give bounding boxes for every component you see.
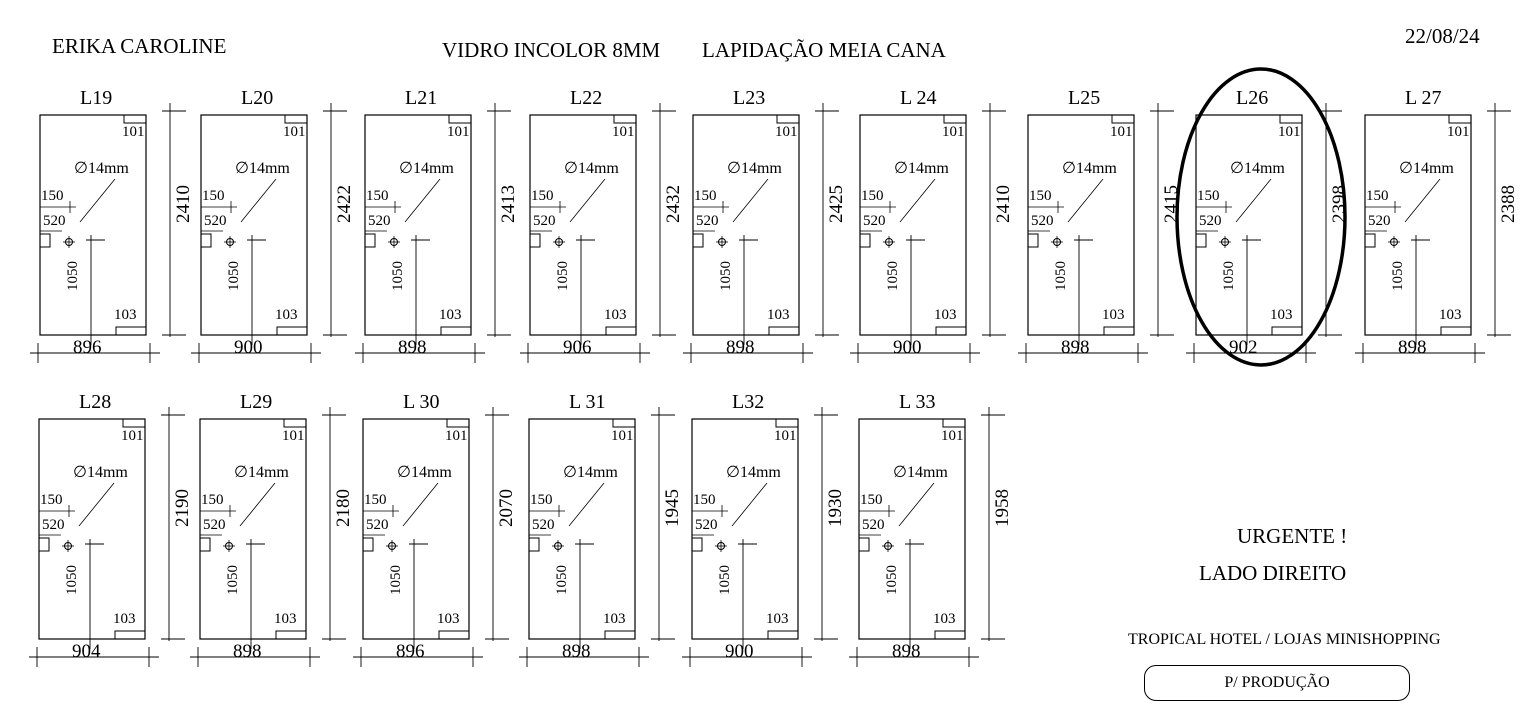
hinge-offset-150: 150 bbox=[364, 492, 387, 508]
urgent-note: URGENTE ! bbox=[1237, 524, 1348, 548]
corner-dimension-top: 101 bbox=[282, 428, 305, 444]
panel-drawing bbox=[519, 392, 699, 682]
corner-notch-top bbox=[1280, 115, 1302, 123]
hinge-offset-520: 520 bbox=[696, 213, 719, 229]
corner-notch-bottom bbox=[441, 327, 471, 335]
panel-width: 904 bbox=[72, 641, 101, 662]
hole-diameter-label: ∅14mm bbox=[234, 464, 289, 481]
panel-code: L20 bbox=[241, 87, 274, 109]
panel-height: 2413 bbox=[498, 185, 519, 223]
hole-leader-line bbox=[405, 179, 440, 222]
panel-width: 900 bbox=[234, 337, 263, 358]
hinge-mark bbox=[860, 234, 870, 247]
hole-diameter-label: ∅14mm bbox=[893, 464, 948, 481]
corner-dimension-top: 101 bbox=[1447, 124, 1470, 140]
corner-dimension-top: 101 bbox=[445, 428, 468, 444]
panel-width: 896 bbox=[396, 641, 425, 662]
panel-drawing bbox=[849, 392, 1029, 682]
hinge-offset-520: 520 bbox=[862, 517, 885, 533]
handle-height-1050: 1050 bbox=[1053, 261, 1069, 291]
corner-notch-top bbox=[124, 115, 146, 123]
corner-dimension-bottom: 103 bbox=[604, 307, 627, 323]
corner-dimension-bottom: 103 bbox=[1270, 307, 1293, 323]
corner-dimension-bottom: 103 bbox=[603, 611, 626, 627]
panel-l20 bbox=[191, 88, 371, 378]
corner-dimension-bottom: 103 bbox=[934, 307, 957, 323]
hinge-offset-520: 520 bbox=[204, 213, 227, 229]
hinge-mark bbox=[692, 538, 702, 551]
hole-leader-line bbox=[732, 483, 767, 526]
panel-width: 896 bbox=[73, 337, 102, 358]
hole-leader-line bbox=[569, 483, 604, 526]
hinge-offset-520: 520 bbox=[42, 517, 65, 533]
hole-diameter-label: ∅14mm bbox=[74, 160, 129, 177]
panel-l32 bbox=[682, 392, 862, 682]
hinge-mark bbox=[40, 234, 50, 247]
hinge-offset-520: 520 bbox=[532, 517, 555, 533]
handle-height-1050: 1050 bbox=[225, 565, 241, 595]
hole-diameter-label: ∅14mm bbox=[1230, 160, 1285, 177]
hinge-mark bbox=[693, 234, 703, 247]
hinge-mark bbox=[530, 234, 540, 247]
hinge-offset-520: 520 bbox=[368, 213, 391, 229]
panel-width: 898 bbox=[233, 641, 262, 662]
panel-code: L28 bbox=[79, 391, 112, 413]
hinge-mark bbox=[1365, 234, 1375, 247]
hinge-offset-150: 150 bbox=[1366, 188, 1389, 204]
production-status-badge bbox=[1144, 665, 1410, 701]
hinge-mark bbox=[201, 234, 211, 247]
panel-width: 898 bbox=[562, 641, 591, 662]
corner-dimension-bottom: 103 bbox=[113, 611, 136, 627]
panel-l33 bbox=[849, 392, 1029, 682]
panel-l26 bbox=[1186, 88, 1366, 378]
corner-notch-top bbox=[284, 419, 306, 427]
hinge-offset-150: 150 bbox=[531, 188, 554, 204]
panel-height: 2070 bbox=[496, 489, 517, 527]
hole-diameter-label: ∅14mm bbox=[726, 464, 781, 481]
hole-leader-line bbox=[733, 179, 768, 222]
edge-finish: LAPIDAÇÃO MEIA CANA bbox=[702, 38, 946, 62]
corner-notch-bottom bbox=[439, 631, 469, 639]
handle-height-1050: 1050 bbox=[884, 565, 900, 595]
hinge-mark bbox=[529, 538, 539, 551]
hole-leader-line bbox=[403, 483, 438, 526]
corner-notch-bottom bbox=[769, 327, 799, 335]
hinge-offset-150: 150 bbox=[530, 492, 553, 508]
panel-l30 bbox=[353, 392, 533, 682]
panel-l28 bbox=[29, 392, 209, 682]
panel-drawing bbox=[683, 88, 863, 378]
corner-dimension-bottom: 103 bbox=[1439, 307, 1462, 323]
corner-notch-bottom bbox=[605, 631, 635, 639]
corner-dimension-top: 101 bbox=[612, 124, 635, 140]
corner-dimension-top: 101 bbox=[447, 124, 470, 140]
panel-height: 2398 bbox=[1329, 185, 1350, 223]
corner-dimension-bottom: 103 bbox=[933, 611, 956, 627]
corner-notch-bottom bbox=[768, 631, 798, 639]
panel-height: 2415 bbox=[1161, 185, 1182, 223]
panel-height: 2410 bbox=[993, 185, 1014, 223]
handle-height-1050: 1050 bbox=[65, 261, 81, 291]
panel-drawing bbox=[1355, 88, 1535, 378]
panel-height: 2190 bbox=[172, 489, 193, 527]
panel-code: L23 bbox=[733, 87, 766, 109]
panel-drawing bbox=[682, 392, 862, 682]
handle-height-1050: 1050 bbox=[1390, 261, 1406, 291]
corner-notch-bottom bbox=[115, 631, 145, 639]
corner-notch-bottom bbox=[1272, 327, 1302, 335]
panel-width: 898 bbox=[1061, 337, 1090, 358]
corner-dimension-bottom: 103 bbox=[275, 307, 298, 323]
corner-notch-top bbox=[285, 115, 307, 123]
panel-drawing bbox=[850, 88, 1030, 378]
hinge-offset-150: 150 bbox=[201, 492, 224, 508]
corner-dimension-top: 101 bbox=[283, 124, 306, 140]
hole-leader-line bbox=[1068, 179, 1103, 222]
hinge-offset-150: 150 bbox=[860, 492, 883, 508]
hole-leader-line bbox=[79, 483, 114, 526]
panel-code: L22 bbox=[570, 87, 603, 109]
panel-l25 bbox=[1018, 88, 1198, 378]
panel-height: 1945 bbox=[662, 489, 683, 527]
corner-dimension-top: 101 bbox=[1110, 124, 1133, 140]
corner-notch-top bbox=[614, 115, 636, 123]
panel-code: L26 bbox=[1236, 87, 1269, 109]
hinge-offset-150: 150 bbox=[1029, 188, 1052, 204]
panel-drawing bbox=[520, 88, 700, 378]
hinge-offset-520: 520 bbox=[1031, 213, 1054, 229]
hinge-offset-150: 150 bbox=[202, 188, 225, 204]
hinge-offset-520: 520 bbox=[366, 517, 389, 533]
hole-diameter-label: ∅14mm bbox=[235, 160, 290, 177]
hole-leader-line bbox=[240, 483, 275, 526]
hinge-mark bbox=[1028, 234, 1038, 247]
panel-width: 900 bbox=[725, 641, 754, 662]
hinge-offset-520: 520 bbox=[695, 517, 718, 533]
hole-diameter-label: ∅14mm bbox=[397, 464, 452, 481]
handle-height-1050: 1050 bbox=[1221, 261, 1237, 291]
panel-width: 898 bbox=[892, 641, 921, 662]
panel-height: 2425 bbox=[826, 185, 847, 223]
corner-dimension-bottom: 103 bbox=[274, 611, 297, 627]
panel-drawing bbox=[355, 88, 535, 378]
corner-dimension-bottom: 103 bbox=[439, 307, 462, 323]
panel-drawing bbox=[1186, 88, 1366, 378]
corner-notch-top bbox=[123, 419, 145, 427]
corner-notch-top bbox=[1112, 115, 1134, 123]
panel-l29 bbox=[190, 392, 370, 682]
panel-l31 bbox=[519, 392, 699, 682]
handle-height-1050: 1050 bbox=[554, 565, 570, 595]
hinge-offset-520: 520 bbox=[43, 213, 66, 229]
hinge-mark bbox=[859, 538, 869, 551]
client-name: ERIKA CAROLINE bbox=[52, 34, 227, 58]
corner-notch-bottom bbox=[276, 631, 306, 639]
panel-code: L29 bbox=[240, 391, 273, 413]
panel-height: 2422 bbox=[334, 185, 355, 223]
panel-code: L 24 bbox=[900, 87, 937, 109]
hinge-offset-150: 150 bbox=[861, 188, 884, 204]
corner-notch-bottom bbox=[936, 327, 966, 335]
hinge-offset-150: 150 bbox=[1197, 188, 1220, 204]
panel-code: L25 bbox=[1068, 87, 1101, 109]
hinge-offset-520: 520 bbox=[1199, 213, 1222, 229]
hole-diameter-label: ∅14mm bbox=[563, 464, 618, 481]
hole-leader-line bbox=[899, 483, 934, 526]
panel-code: L 31 bbox=[569, 391, 606, 413]
panel-width: 902 bbox=[1229, 337, 1258, 358]
handle-height-1050: 1050 bbox=[885, 261, 901, 291]
hinge-offset-150: 150 bbox=[693, 492, 716, 508]
panel-l23 bbox=[683, 88, 863, 378]
hinge-mark bbox=[39, 538, 49, 551]
panel-code: L 33 bbox=[899, 391, 936, 413]
corner-dimension-bottom: 103 bbox=[437, 611, 460, 627]
corner-dimension-bottom: 103 bbox=[767, 307, 790, 323]
panel-code: L32 bbox=[732, 391, 765, 413]
hole-diameter-label: ∅14mm bbox=[727, 160, 782, 177]
hinge-offset-520: 520 bbox=[203, 517, 226, 533]
hinge-offset-150: 150 bbox=[40, 492, 63, 508]
handle-height-1050: 1050 bbox=[717, 565, 733, 595]
panel-width: 898 bbox=[1398, 337, 1427, 358]
panel-drawing bbox=[191, 88, 371, 378]
panel-height: 2180 bbox=[333, 489, 354, 527]
hinge-offset-150: 150 bbox=[366, 188, 389, 204]
corner-notch-top bbox=[447, 419, 469, 427]
panel-height: 2410 bbox=[173, 185, 194, 223]
hole-leader-line bbox=[80, 179, 115, 222]
corner-dimension-top: 101 bbox=[122, 124, 145, 140]
handle-height-1050: 1050 bbox=[226, 261, 242, 291]
corner-notch-bottom bbox=[935, 631, 965, 639]
panel-height: 2432 bbox=[663, 185, 684, 223]
panel-code: L19 bbox=[80, 87, 113, 109]
corner-notch-top bbox=[777, 115, 799, 123]
handle-height-1050: 1050 bbox=[555, 261, 571, 291]
handle-height-1050: 1050 bbox=[64, 565, 80, 595]
corner-dimension-top: 101 bbox=[775, 124, 798, 140]
hole-leader-line bbox=[241, 179, 276, 222]
corner-notch-bottom bbox=[1441, 327, 1471, 335]
hinge-offset-150: 150 bbox=[694, 188, 717, 204]
order-date: 22/08/24 bbox=[1405, 24, 1480, 48]
corner-dimension-top: 101 bbox=[121, 428, 144, 444]
corner-notch-bottom bbox=[277, 327, 307, 335]
panel-l22 bbox=[520, 88, 700, 378]
hinge-mark bbox=[1196, 234, 1206, 247]
glass-material: VIDRO INCOLOR 8MM bbox=[442, 38, 661, 62]
corner-notch-top bbox=[776, 419, 798, 427]
handle-height-1050: 1050 bbox=[388, 565, 404, 595]
panel-drawing bbox=[190, 392, 370, 682]
panel-drawing bbox=[1018, 88, 1198, 378]
panel-l21 bbox=[355, 88, 535, 378]
hole-leader-line bbox=[900, 179, 935, 222]
panel-width: 900 bbox=[893, 337, 922, 358]
project-name: TROPICAL HOTEL / LOJAS MINISHOPPING bbox=[1128, 631, 1441, 648]
panel-drawing bbox=[353, 392, 533, 682]
panel-width: 898 bbox=[726, 337, 755, 358]
panel-drawing bbox=[30, 88, 210, 378]
panel-drawing bbox=[29, 392, 209, 682]
panel-code: L21 bbox=[405, 87, 438, 109]
corner-notch-bottom bbox=[1104, 327, 1134, 335]
corner-notch-bottom bbox=[606, 327, 636, 335]
hole-diameter-label: ∅14mm bbox=[399, 160, 454, 177]
corner-notch-top bbox=[449, 115, 471, 123]
hinge-offset-150: 150 bbox=[41, 188, 64, 204]
panel-height: 1958 bbox=[992, 489, 1013, 527]
corner-dimension-top: 101 bbox=[774, 428, 797, 444]
hole-leader-line bbox=[1236, 179, 1271, 222]
panel-l19 bbox=[30, 88, 210, 378]
corner-dimension-top: 101 bbox=[941, 428, 964, 444]
corner-dimension-top: 101 bbox=[942, 124, 965, 140]
panel-code: L 27 bbox=[1405, 87, 1442, 109]
corner-dimension-top: 101 bbox=[611, 428, 634, 444]
panel-width: 906 bbox=[563, 337, 592, 358]
hole-diameter-label: ∅14mm bbox=[894, 160, 949, 177]
panel-height: 2388 bbox=[1498, 185, 1519, 223]
hinge-mark bbox=[363, 538, 373, 551]
side-note: LADO DIREITO bbox=[1199, 561, 1347, 585]
panel-code: L 30 bbox=[403, 391, 440, 413]
hole-leader-line bbox=[570, 179, 605, 222]
corner-dimension-bottom: 103 bbox=[1102, 307, 1125, 323]
corner-dimension-bottom: 103 bbox=[766, 611, 789, 627]
hinge-offset-520: 520 bbox=[863, 213, 886, 229]
panel-width: 898 bbox=[398, 337, 427, 358]
hole-diameter-label: ∅14mm bbox=[73, 464, 128, 481]
hole-diameter-label: ∅14mm bbox=[1399, 160, 1454, 177]
handle-height-1050: 1050 bbox=[390, 261, 406, 291]
hinge-mark bbox=[200, 538, 210, 551]
corner-notch-top bbox=[613, 419, 635, 427]
hinge-offset-520: 520 bbox=[533, 213, 556, 229]
corner-notch-top bbox=[943, 419, 965, 427]
corner-dimension-bottom: 103 bbox=[114, 307, 137, 323]
hole-diameter-label: ∅14mm bbox=[1062, 160, 1117, 177]
hole-diameter-label: ∅14mm bbox=[564, 160, 619, 177]
corner-notch-bottom bbox=[116, 327, 146, 335]
panel-l27 bbox=[1355, 88, 1535, 378]
hinge-mark bbox=[365, 234, 375, 247]
handle-height-1050: 1050 bbox=[718, 261, 734, 291]
corner-dimension-top: 101 bbox=[1278, 124, 1301, 140]
panel-l24 bbox=[850, 88, 1030, 378]
production-status-label: P/ PRODUÇÃO bbox=[1224, 674, 1330, 691]
hinge-offset-520: 520 bbox=[1368, 213, 1391, 229]
corner-notch-top bbox=[1449, 115, 1471, 123]
corner-notch-top bbox=[944, 115, 966, 123]
panel-height: 1930 bbox=[825, 489, 846, 527]
hole-leader-line bbox=[1405, 179, 1440, 222]
